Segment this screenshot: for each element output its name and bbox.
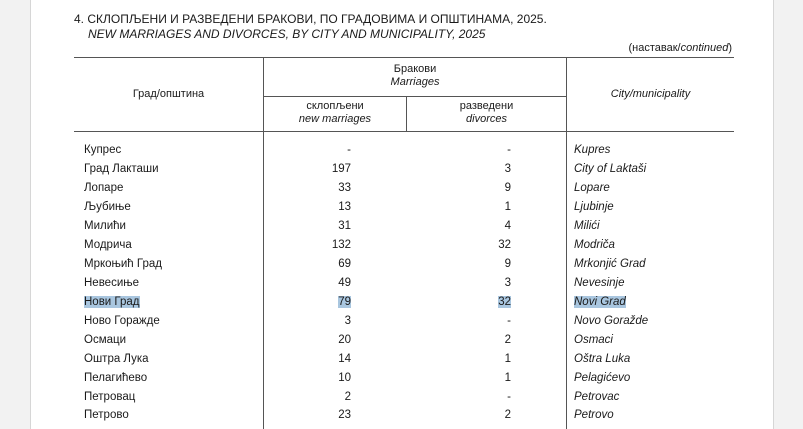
header-div-sr: разведени [459, 100, 514, 112]
row-name-en: Petrovo [574, 409, 614, 421]
row-divorces: 9 [504, 182, 511, 194]
header-div-en: divorces [466, 113, 507, 125]
row-name-sr: Купрес [84, 144, 122, 156]
row-divorces: 4 [504, 220, 511, 232]
row-divorces: - [507, 391, 511, 403]
table-row [31, 315, 772, 334]
table-header-bottom-rule [74, 131, 734, 132]
row-divorces: 3 [504, 277, 511, 289]
viewer-left-margin [0, 0, 31, 429]
row-name-en: Oštra Luka [574, 353, 631, 365]
row-divorces: - [507, 315, 511, 327]
table-row [31, 334, 772, 353]
row-name-en: Petrovac [574, 391, 620, 403]
row-name-sr: Петровац [84, 391, 136, 403]
header-new-en: new marriages [298, 113, 372, 125]
row-name-en: Novo Goražde [574, 315, 649, 327]
row-divorces: 1 [504, 372, 511, 384]
row-new-marriages: 14 [338, 353, 351, 365]
row-divorces: 3 [504, 163, 511, 175]
table-row [31, 277, 772, 296]
table-row [31, 220, 772, 239]
row-name-en: Milići [574, 220, 600, 232]
row-name-sr: Пелагићево [84, 372, 148, 384]
continued-sr: (наставак/ [628, 42, 681, 54]
row-name-sr: Мркоњић Град [84, 258, 162, 270]
viewer-right-margin [773, 0, 803, 429]
table-title-serbian: 4. СКЛОПЉЕНИ И РАЗВЕДЕНИ БРАКОВИ, ПО ГРАДОВИМА И ОПШТИНАМА, 2025. [74, 12, 547, 26]
row-new-marriages: 13 [338, 201, 351, 213]
table-row-selected[interactable] [31, 296, 772, 315]
row-divorces: 1 [504, 201, 511, 213]
row-new-marriages: 2 [344, 391, 351, 403]
continued-en: continued [680, 42, 729, 54]
row-name-en: Osmaci [574, 334, 613, 346]
row-divorces: - [507, 144, 511, 156]
row-name-sr: Модрича [84, 239, 132, 251]
table-top-rule [74, 57, 734, 58]
document-page [31, 0, 772, 429]
row-new-marriages: 20 [338, 334, 351, 346]
table-row [31, 258, 772, 277]
continued-close: ) [728, 42, 732, 54]
row-name-sr: Оштра Лука [84, 353, 149, 365]
group-header-rule [264, 96, 566, 97]
table-row [31, 409, 772, 428]
header-city-en: City/municipality [610, 88, 691, 100]
row-divorces: 2 [504, 334, 511, 346]
row-new-marriages: 3 [344, 315, 351, 327]
row-new-marriages[interactable]: 79 [338, 296, 351, 308]
row-name-sr: Лопаре [84, 182, 124, 194]
header-marriages-en: Marriages [390, 76, 440, 88]
row-name-en: Pelagićevo [574, 372, 631, 384]
table-row [31, 391, 772, 410]
row-new-marriages: 23 [338, 409, 351, 421]
continued-note [629, 42, 733, 54]
row-name-en: Kupres [574, 144, 611, 156]
row-name-sr: Невесиње [84, 277, 139, 289]
header-new-marriages [264, 100, 406, 126]
table-row [31, 144, 772, 163]
row-divorces[interactable]: 32 [498, 296, 511, 308]
row-name-en: Mrkonjić Grad [574, 258, 646, 270]
row-name-sr: Милићи [84, 220, 126, 232]
header-marriages-group [264, 63, 566, 89]
table-row [31, 201, 772, 220]
row-name-en: Ljubinje [574, 201, 614, 213]
row-name-en: City of Laktaši [574, 163, 647, 175]
row-name-sr: Осмаци [84, 334, 127, 346]
table-title-english: NEW MARRIAGES AND DIVORCES, BY CITY AND MUNICIPALITY, 2025 [88, 27, 486, 41]
row-new-marriages: 69 [338, 258, 351, 270]
row-new-marriages: 10 [338, 372, 351, 384]
table-row [31, 163, 772, 182]
row-name-en: Modriča [574, 239, 615, 251]
row-divorces: 9 [504, 258, 511, 270]
row-new-marriages: 33 [338, 182, 351, 194]
row-name-sr: Петрово [84, 409, 129, 421]
header-marriages-sr: Бракови [393, 63, 437, 75]
row-new-marriages: 197 [331, 163, 351, 175]
row-name-en[interactable]: Novi Grad [574, 296, 626, 308]
table-row [31, 239, 772, 258]
row-name-en: Nevesinje [574, 277, 625, 289]
table-row [31, 353, 772, 372]
header-divorces [407, 100, 566, 126]
row-name-sr: Љубиње [84, 201, 131, 213]
row-divorces: 32 [498, 239, 511, 251]
header-new-sr: склопљени [306, 100, 364, 112]
row-divorces: 2 [504, 409, 511, 421]
row-name-sr: Ново Горажде [84, 315, 160, 327]
row-name-sr[interactable]: Нови Град [84, 296, 140, 308]
table-row [31, 182, 772, 201]
row-new-marriages: 132 [331, 239, 351, 251]
row-divorces: 1 [504, 353, 511, 365]
row-name-sr: Град Лакташи [84, 163, 159, 175]
row-new-marriages: - [347, 144, 351, 156]
header-city-sr: Град/општина [132, 88, 205, 100]
row-new-marriages: 31 [338, 220, 351, 232]
row-name-en: Lopare [574, 182, 610, 194]
table-row [31, 372, 772, 391]
row-new-marriages: 49 [338, 277, 351, 289]
